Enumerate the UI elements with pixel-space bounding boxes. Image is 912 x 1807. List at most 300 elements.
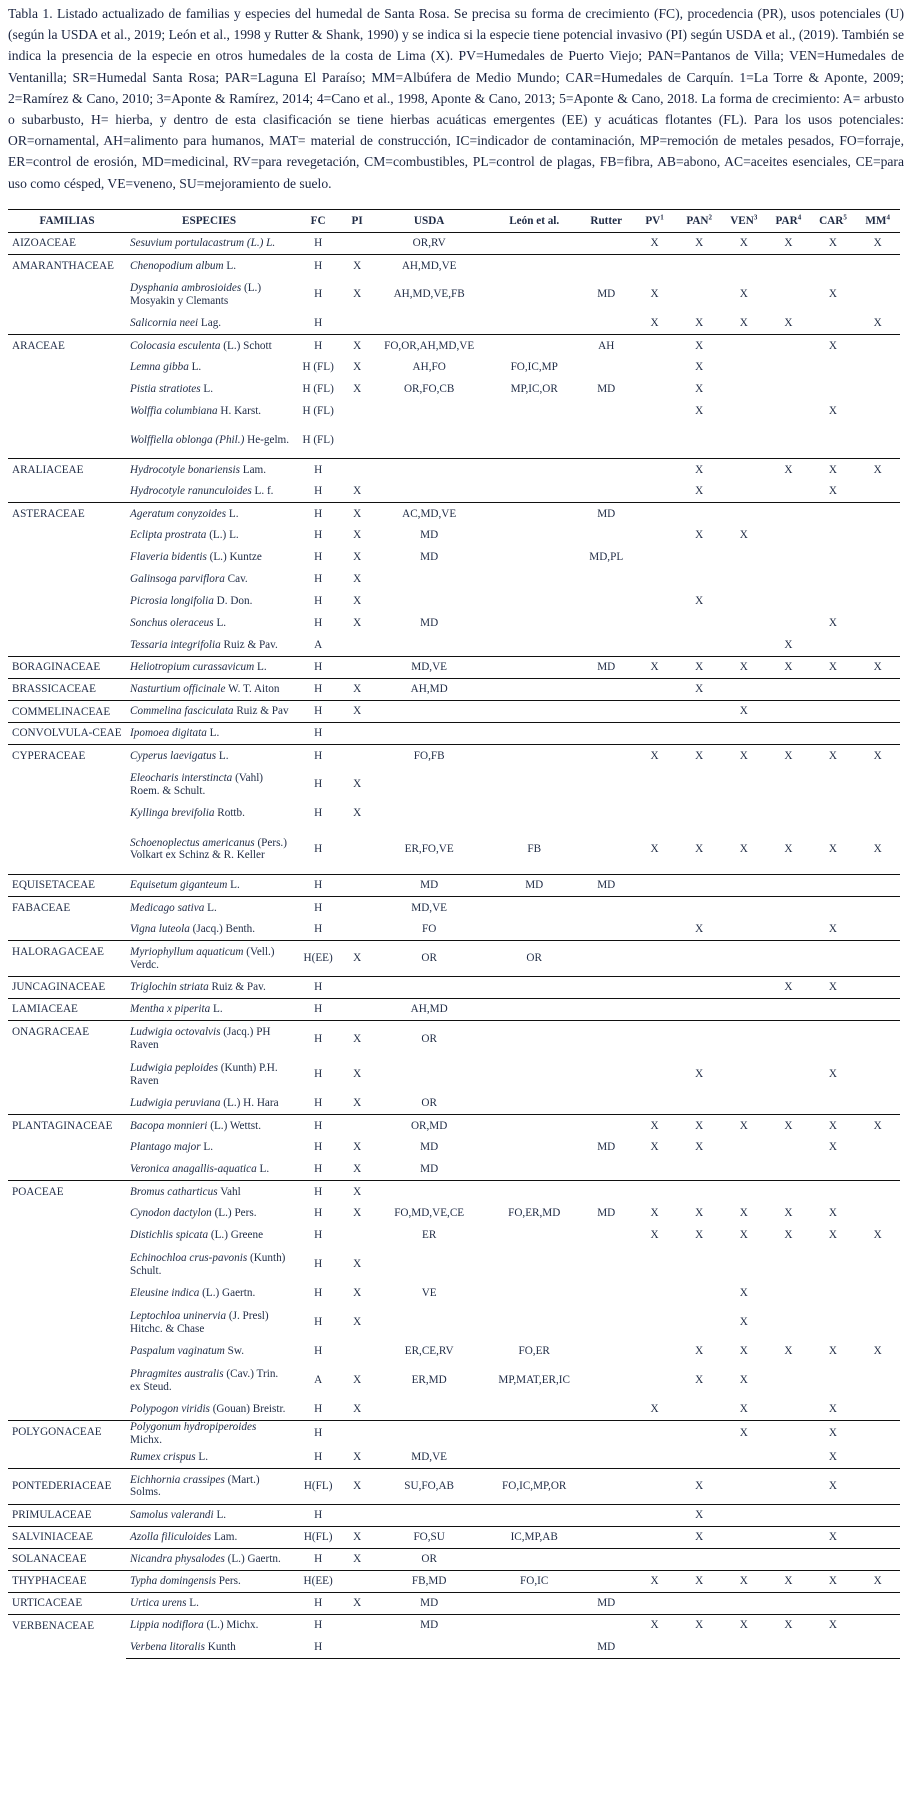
table-row (8, 1468, 900, 1504)
species-author: Ruiz & Pav (236, 705, 289, 718)
cell-par (766, 1283, 811, 1305)
species-author: (Gouan) Breistr. (212, 1403, 286, 1415)
table-row (8, 481, 900, 503)
header-pv-label: PV (645, 215, 661, 227)
cell-car: X (811, 233, 856, 255)
cell-ven: X (721, 1421, 766, 1447)
cell-fc: H (314, 551, 323, 564)
species-author: (Jacq.) PH Raven (130, 1026, 271, 1051)
cell-ven (721, 897, 766, 919)
cell-mm (855, 919, 900, 941)
species-author: L. (230, 879, 240, 892)
cell-rutter (580, 803, 632, 825)
header-pan (677, 210, 722, 233)
cell-par (766, 1399, 811, 1421)
cell-ven: X (721, 233, 766, 255)
cell-par (766, 525, 811, 547)
cell-pi: X (353, 383, 362, 396)
cell-pi (344, 1225, 370, 1247)
species-author: Rottb. (217, 807, 245, 820)
cell-leon (488, 335, 580, 357)
table-row (8, 635, 900, 657)
cell-car (811, 547, 856, 569)
cell-leon (488, 525, 580, 547)
cell-pi (344, 657, 370, 679)
cell-pan (677, 767, 722, 803)
cell-usda: AH,MD (370, 679, 488, 701)
cell-pv (632, 591, 677, 613)
cell-usda (370, 591, 488, 613)
species-genus: Kyllinga brevifolia (130, 807, 215, 820)
species-author: L. (189, 1596, 199, 1609)
species-name (126, 679, 292, 701)
species-genus: Ludwigia peruviana (130, 1097, 221, 1109)
cell-pan (677, 1283, 722, 1305)
table-row (8, 1636, 900, 1658)
cell-pi (344, 1341, 370, 1363)
cell-pan (677, 977, 722, 999)
cell-pi: X (344, 1592, 370, 1614)
species-name (126, 255, 292, 277)
cell-pi: X (344, 679, 370, 701)
header-mm-ref: 4 (886, 213, 890, 222)
cell-car (811, 1548, 856, 1570)
cell-pan: X (695, 1207, 704, 1220)
cell-pi: X (353, 617, 362, 630)
cell-leon (488, 1181, 580, 1203)
cell-fc: H (292, 1021, 344, 1057)
species-name (126, 999, 292, 1021)
species-genus: Eleocharis interstincta (130, 772, 233, 784)
species-genus: Mentha x piperita (130, 1003, 211, 1016)
family-name: JUNCAGINACEAE (8, 977, 126, 999)
cell-rutter (580, 1181, 632, 1203)
table-row (8, 1526, 900, 1548)
cell-pi: X (353, 1097, 362, 1109)
cell-mm (855, 977, 900, 999)
cell-pi: X (344, 503, 370, 525)
species-name (126, 723, 292, 745)
cell-pan (677, 941, 722, 977)
cell-pv (632, 525, 677, 547)
cell-mm (855, 503, 900, 525)
species-name (126, 569, 292, 591)
species-name (126, 635, 292, 657)
family-name: POLYGONACEAE (8, 1421, 126, 1469)
species-name (126, 919, 292, 941)
species-genus: Nicandra physalodes (130, 1552, 225, 1565)
cell-rutter (580, 1341, 632, 1363)
species-name (126, 379, 292, 401)
species-author: Ruiz & Pav. (223, 639, 278, 651)
cell-ven (721, 1137, 766, 1159)
cell-mm (855, 1636, 900, 1658)
cell-mm (855, 1548, 900, 1570)
cell-par (766, 1363, 811, 1399)
cell-par (766, 1057, 811, 1093)
cell-rutter (580, 591, 632, 613)
header-car-ref: 5 (843, 213, 847, 222)
species-author: (Vell.) Verdc. (130, 946, 275, 971)
cell-pan: X (677, 459, 722, 481)
species-author: L. (226, 259, 237, 272)
cell-par (766, 897, 811, 919)
table-row (8, 1159, 900, 1181)
cell-leon (488, 999, 580, 1021)
cell-ven (721, 481, 766, 503)
cell-fc: H (292, 335, 344, 357)
cell-usda: ER,CE,RV (404, 1345, 454, 1358)
table-row (8, 1283, 900, 1305)
cell-fc: H(FL) (292, 1526, 344, 1548)
family-name: THYPHACEAE (8, 1570, 126, 1592)
cell-car (811, 1592, 856, 1614)
cell-leon (488, 1057, 580, 1093)
cell-leon (488, 1592, 580, 1614)
cell-pv (632, 1057, 677, 1093)
cell-pi: X (353, 778, 362, 791)
species-name (126, 423, 292, 459)
cell-car (811, 423, 856, 459)
cell-rutter (580, 1421, 632, 1447)
cell-pan (677, 999, 722, 1021)
cell-pv (632, 459, 677, 481)
cell-leon (488, 1283, 580, 1305)
cell-fc: H (292, 1181, 344, 1203)
cell-pan: X (695, 1141, 704, 1154)
family-name: HALORAGACEAE (8, 941, 126, 977)
cell-fc: H (314, 1097, 323, 1109)
cell-pv (632, 1021, 677, 1057)
cell-par (766, 1548, 811, 1570)
cell-rutter (580, 1283, 632, 1305)
cell-leon (488, 767, 580, 803)
species-name (126, 1468, 292, 1504)
cell-leon (488, 613, 580, 635)
cell-leon (488, 1305, 580, 1341)
cell-ven (721, 1021, 766, 1057)
family-name: PRIMULACEAE (8, 1504, 126, 1526)
cell-fc: H (314, 843, 323, 855)
cell-fc: A (314, 1374, 323, 1387)
species-name (126, 825, 292, 875)
cell-leon (488, 745, 580, 767)
cell-pi (344, 635, 370, 657)
cell-car: X (828, 1450, 838, 1463)
cell-ven: X (739, 1207, 748, 1220)
cell-leon (488, 401, 580, 423)
cell-rutter (580, 1614, 632, 1636)
species-genus: Veronica anagallis-aquatica (130, 1163, 257, 1175)
species-author: L. (216, 617, 227, 630)
cell-pv: X (632, 1614, 677, 1636)
cell-rutter (580, 459, 632, 481)
cell-car (811, 875, 856, 897)
header-par (766, 210, 811, 233)
header-par-ref: 4 (797, 213, 802, 222)
cell-pan: X (695, 1345, 704, 1358)
cell-par: X (784, 843, 793, 855)
cell-fc: H (292, 745, 344, 767)
cell-rutter: AH (580, 335, 632, 357)
cell-leon (488, 1421, 580, 1447)
table-row (8, 591, 900, 613)
cell-usda: FO,OR,AH,MD,VE (370, 335, 488, 357)
cell-leon (488, 1093, 580, 1115)
table-row (8, 767, 900, 803)
cell-pv: X (650, 843, 659, 855)
cell-pv (632, 679, 677, 701)
cell-fc: H (292, 701, 344, 723)
cell-fc: H (314, 807, 323, 820)
species-name (126, 1399, 292, 1421)
cell-rutter: MD (597, 383, 616, 396)
table-row (8, 875, 900, 897)
table-row (8, 1137, 900, 1159)
table-row (8, 977, 900, 999)
cell-ven (721, 1181, 766, 1203)
cell-car (811, 255, 856, 277)
cell-usda: FO,FB (370, 745, 488, 767)
table-row (8, 825, 900, 875)
cell-pv: X (632, 1570, 677, 1592)
cell-ven (721, 1093, 766, 1115)
cell-usda: FO (422, 923, 437, 935)
cell-rutter (580, 679, 632, 701)
header-pan-ref: 2 (708, 213, 712, 222)
cell-fc: H (292, 1115, 344, 1137)
family-name: AMARANTHACEAE (8, 255, 126, 335)
species-genus: Eichhornia crassipes (130, 1473, 225, 1486)
cell-ven (721, 547, 766, 569)
species-genus: Bacopa monnieri (130, 1119, 208, 1132)
cell-rutter (580, 701, 632, 723)
cell-ven (721, 1636, 766, 1658)
cell-rutter (580, 357, 632, 379)
header-row (8, 210, 900, 233)
cell-leon: FO,ER,MD (508, 1207, 561, 1220)
table-row (8, 233, 900, 255)
cell-rutter (580, 635, 632, 657)
cell-car: X (811, 977, 856, 999)
cell-ven (721, 335, 766, 357)
cell-mm (855, 1057, 900, 1093)
header-car (811, 210, 856, 233)
species-author: L. f. (254, 485, 274, 497)
species-author: (Kunth) Schult. (130, 1252, 286, 1277)
cell-fc: H (292, 875, 344, 897)
cell-pi (344, 723, 370, 745)
cell-pv (632, 803, 677, 825)
cell-mm (855, 1468, 900, 1504)
header-car-label: CAR (819, 215, 844, 227)
cell-pi: X (344, 1021, 370, 1057)
cell-pan: X (677, 1526, 722, 1548)
cell-usda: MD,VE (411, 1450, 448, 1463)
cell-par: X (766, 745, 811, 767)
species-name (126, 1570, 292, 1592)
table-row (8, 1225, 900, 1247)
species-name (126, 701, 292, 723)
cell-pan (677, 803, 722, 825)
cell-pan: X (695, 923, 704, 935)
cell-fc: H (314, 1258, 323, 1271)
cell-pi (344, 999, 370, 1021)
cell-car (811, 379, 856, 401)
species-name (126, 335, 292, 357)
header-par-label: PAR (775, 215, 798, 227)
cell-leon: FB (527, 843, 542, 855)
cell-fc: H (FL) (302, 383, 334, 396)
cell-pan (677, 1021, 722, 1057)
cell-car: X (811, 335, 856, 357)
cell-rutter: MD (580, 1592, 632, 1614)
cell-pan: X (695, 361, 704, 374)
cell-car (811, 1636, 856, 1658)
species-genus: Distichlis spicata (130, 1229, 209, 1242)
cell-par (766, 613, 811, 635)
cell-mm (855, 1305, 900, 1341)
species-name (126, 1592, 292, 1614)
species-name (126, 1225, 292, 1247)
species-genus: Myriophyllum aquaticum (130, 946, 244, 958)
table-row (8, 277, 900, 313)
cell-par (766, 335, 811, 357)
cell-usda: MD (370, 875, 488, 897)
cell-car: X (811, 745, 856, 767)
species-name (126, 767, 292, 803)
cell-leon (488, 1225, 580, 1247)
species-author: (Jacq.) Benth. (192, 923, 256, 935)
species-name (126, 1137, 292, 1159)
cell-par (766, 277, 811, 313)
cell-car (811, 1504, 856, 1526)
cell-car: X (811, 1614, 856, 1636)
cell-par (766, 1137, 811, 1159)
cell-car (811, 941, 856, 977)
cell-leon (488, 1399, 580, 1421)
species-author: (Pers.) Volkart ex Schinz & R. Keller (130, 836, 287, 862)
cell-ven (721, 875, 766, 897)
cell-rutter (580, 825, 632, 875)
cell-par (766, 481, 811, 503)
species-name (126, 1421, 292, 1447)
species-name (126, 1636, 292, 1658)
species-genus: Ludwigia octovalvis (130, 1026, 221, 1039)
cell-pv: X (650, 1229, 659, 1242)
cell-pv (632, 1592, 677, 1614)
cell-fc: H (292, 977, 344, 999)
cell-ven (721, 503, 766, 525)
cell-pv (632, 503, 677, 525)
cell-pv (632, 1159, 677, 1181)
family-name: VERBENACEAE (8, 1614, 126, 1658)
cell-par: X (784, 1345, 793, 1358)
cell-rutter (580, 1021, 632, 1057)
cell-pan (677, 875, 722, 897)
cell-usda (370, 1636, 488, 1658)
cell-pan (677, 569, 722, 591)
cell-ven: X (721, 657, 766, 679)
cell-rutter (580, 1115, 632, 1137)
cell-rutter: MD (580, 503, 632, 525)
species-name (126, 745, 292, 767)
cell-usda (370, 1181, 488, 1203)
cell-leon (488, 657, 580, 679)
cell-mm (855, 1446, 900, 1468)
cell-mm (855, 525, 900, 547)
species-genus: Verbena litoralis (130, 1640, 205, 1653)
cell-pv (632, 1548, 677, 1570)
species-name (126, 1181, 292, 1203)
cell-mm (855, 1504, 900, 1526)
cell-car (811, 1363, 856, 1399)
cell-pv (632, 401, 677, 423)
cell-pan (677, 503, 722, 525)
species-genus: Ludwigia peploides (130, 1062, 218, 1074)
cell-rutter (580, 767, 632, 803)
species-author: L. (218, 749, 229, 762)
cell-leon: FO,IC,MP,OR (488, 1468, 580, 1504)
cell-fc: H (292, 657, 344, 679)
cell-rutter (580, 255, 632, 277)
cell-fc: H (292, 255, 344, 277)
species-name (126, 1341, 292, 1363)
cell-pi: X (353, 1068, 362, 1081)
cell-mm (855, 723, 900, 745)
cell-rutter: MD (597, 1207, 616, 1220)
cell-fc: H (292, 459, 344, 481)
cell-ven: X (721, 1115, 766, 1137)
species-name (126, 977, 292, 999)
cell-fc: H (314, 573, 323, 586)
cell-pv (632, 1305, 677, 1341)
cell-fc: H (292, 1504, 344, 1526)
cell-mm (855, 679, 900, 701)
cell-car (811, 1247, 856, 1283)
species-author: (L.) Schott (223, 339, 272, 352)
cell-pi (344, 1421, 370, 1447)
species-name (126, 277, 292, 313)
cell-pi (344, 1115, 370, 1137)
cell-pan: X (695, 1068, 704, 1081)
cell-ven (721, 1526, 766, 1548)
cell-pi: X (344, 1181, 370, 1203)
species-name (126, 401, 292, 423)
cell-fc: H (FL) (302, 405, 334, 418)
cell-leon (488, 803, 580, 825)
cell-mm: X (873, 1229, 882, 1242)
cell-leon: MP,IC,OR (510, 383, 558, 396)
species-genus: Polypogon viridis (130, 1403, 210, 1415)
cell-mm (855, 803, 900, 825)
table-row (8, 1057, 900, 1093)
cell-leon (488, 1548, 580, 1570)
species-author: D. Don. (216, 595, 253, 608)
cell-mm (855, 1021, 900, 1057)
cell-usda: SU,FO,AB (370, 1468, 488, 1504)
cell-par (766, 1526, 811, 1548)
cell-mm (855, 613, 900, 635)
cell-mm (855, 1203, 900, 1225)
header-pi: PI (344, 210, 370, 233)
cell-par: X (766, 233, 811, 255)
cell-pi (344, 233, 370, 255)
species-genus: Polygonum hydropiperoides (130, 1421, 257, 1433)
cell-pan (677, 1636, 722, 1658)
cell-pv (632, 481, 677, 503)
cell-rutter (580, 745, 632, 767)
